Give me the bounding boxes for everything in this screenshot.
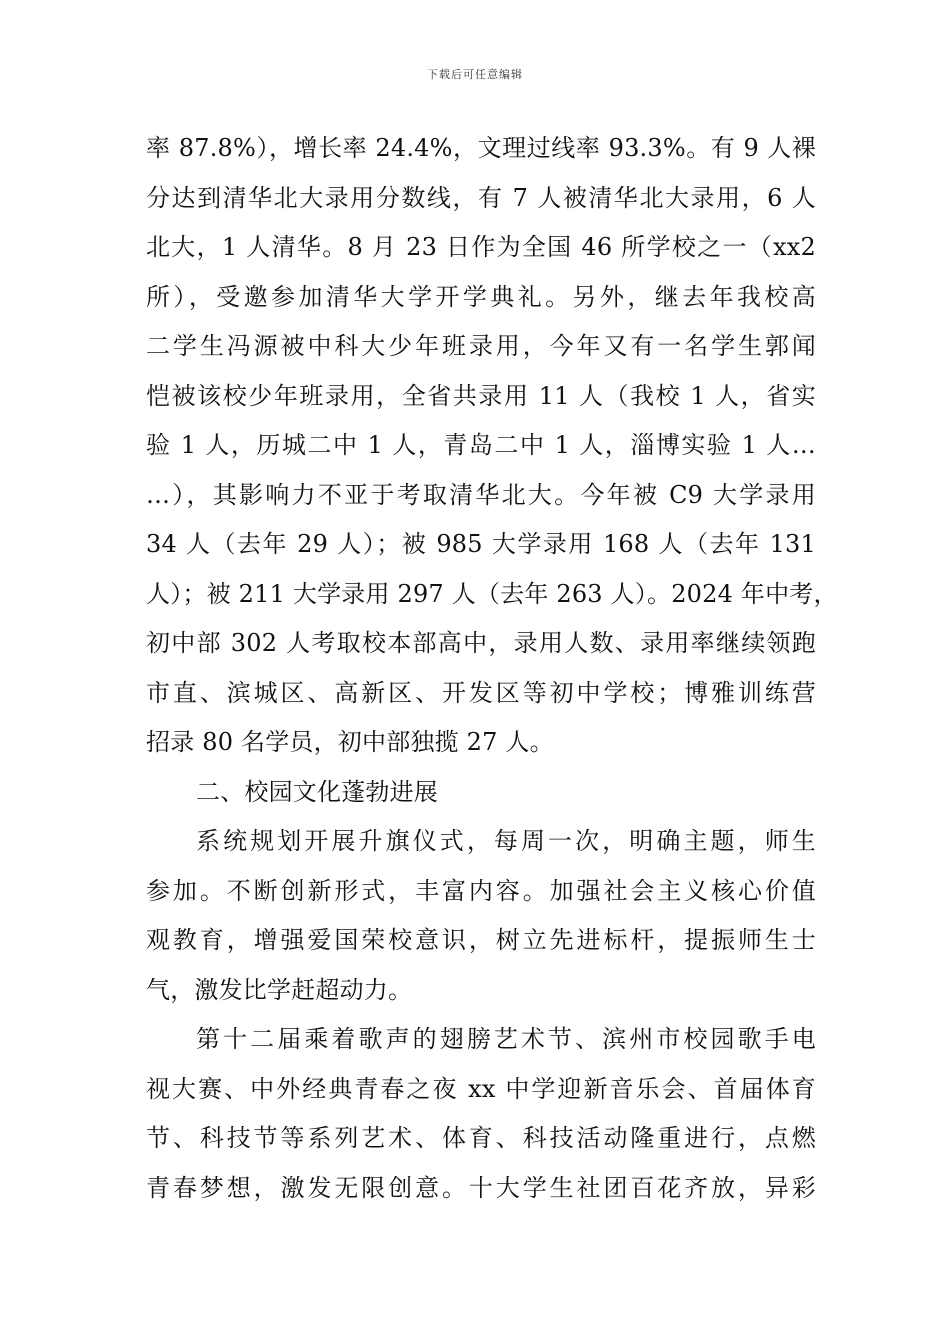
text-line: 所），受邀参加清华大学开学典礼。另外，继去年我校高 <box>146 282 816 311</box>
text-line: 视大赛、中外经典青春之夜 xx 中学迎新音乐会、首届体育 <box>146 1074 816 1103</box>
text-line: 率 87.8%），增长率 24.4%，文理过线率 93.3%。有 9 人裸 <box>146 134 816 162</box>
text-line: 二学生冯源被中科大少年班录用，今年又有一名学生郭闻 <box>146 332 816 360</box>
text-line: 招录 80 名学员，初中部独揽 27 人。 <box>146 728 554 756</box>
text-line: 市直、滨城区、高新区、开发区等初中学校；博雅训练营 <box>146 678 816 707</box>
text-line: 青春梦想，激发无限创意。十大学生社团百花齐放，异彩 <box>146 1173 816 1202</box>
page-header: 下载后可任意编辑 <box>427 68 523 81</box>
document-body <box>146 124 838 1213</box>
text-line: 观教育，增强爱国荣校意识，树立先进标杆，提振师生士 <box>146 926 816 954</box>
text-line: 初中部 302 人考取校本部高中，录用人数、录用率继续领跑 <box>146 629 816 657</box>
section-heading: 二、校园文化蓬勃进展 <box>196 777 438 806</box>
text-line: 34 人（去年 29 人）；被 985 大学录用 168 人（去年 131 <box>146 530 816 558</box>
section-heading-campus-culture <box>146 768 816 818</box>
text-line: 第十二届乘着歌声的翅膀艺术节、滨州市校园歌手电 <box>196 1025 816 1053</box>
paragraph-art-festival <box>146 1015 816 1213</box>
text-line: 验 1 人，历城二中 1 人，青岛二中 1 人，淄博实验 1 人… <box>146 431 816 459</box>
text-line: 气，激发比学赶超动力。 <box>146 975 413 1004</box>
text-line: 参加。不断创新形式，丰富内容。加强社会主义核心价值 <box>146 876 816 905</box>
text-line: 节、科技节等系列艺术、体育、科技活动隆重进行，点燃 <box>146 1124 816 1152</box>
text-line: 北大，1 人清华。8 月 23 日作为全国 46 所学校之一（xx2 <box>146 233 816 261</box>
text-line: …），其影响力不亚于考取清华北大。今年被 C9 大学录用 <box>146 480 816 509</box>
text-line: 恺被该校少年班录用，全省共录用 11 人（我校 1 人，省实 <box>146 381 816 410</box>
text-line: 分达到清华北大录用分数线，有 7 人被清华北大录用，6 人 <box>146 183 816 212</box>
text-line: 人）；被 211 大学录用 297 人（去年 263 人）。2024 年中考， <box>146 579 838 608</box>
paragraph-admission-results <box>146 124 838 768</box>
paragraph-flag-ceremony <box>146 817 816 1015</box>
text-line: 系统规划开展升旗仪式，每周一次，明确主题，师生 <box>196 827 816 855</box>
